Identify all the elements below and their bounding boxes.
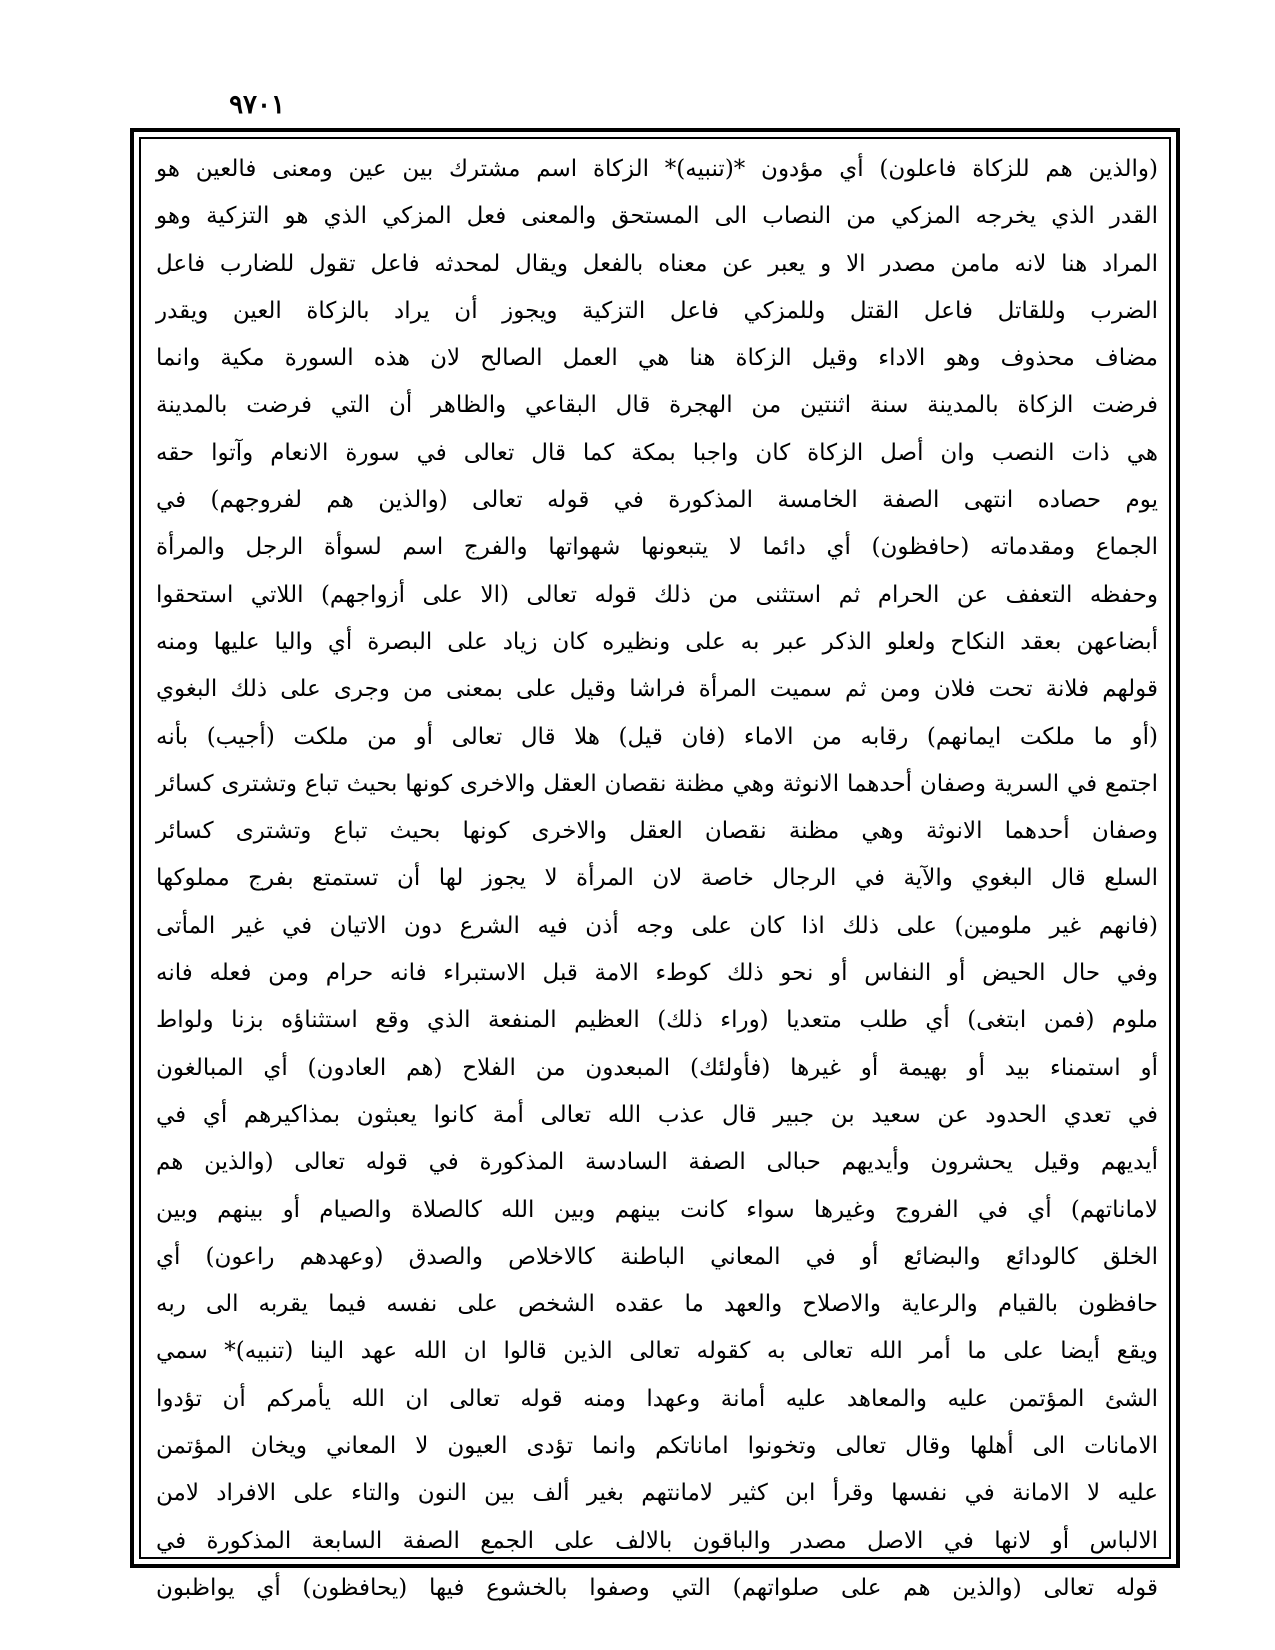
page-number: ٩٧٠١	[229, 90, 285, 120]
text-line: وصفان أحدهما الانوثة وهي مظنة نقصان العقل والاخرى كونها بحيث تباع وتشترى كسائر	[156, 818, 1158, 845]
text-line: حافظون بالقيام والرعاية والاصلاح والعهد ما عقده الشخص على نفسه فيما يقربه الى ربه	[156, 1291, 1158, 1318]
text-line: الشئ المؤتمن عليه والمعاهد عليه أمانة وعهدا ومنه قوله تعالى ان الله يأمركم أن تؤدوا	[156, 1385, 1158, 1412]
text-line: هي ذات النصب وان أصل الزكاة كان واجبا بمكة كما قال تعالى في سورة الانعام وآتوا حقه	[156, 439, 1158, 466]
text-line: (فانهم غير ملومين) على ذلك اذا كان على وجه أذن فيه الشرع دون الاتيان في غير المأتى	[156, 912, 1158, 939]
text-line: الالباس أو لانها في الاصل مصدر والباقون بالالف على الجمع الصفة السابعة المذكورة في	[156, 1527, 1158, 1554]
text-line: قولهم فلانة تحت فلان ومن ثم سميت المرأة فراشا وقيل على بمعنى من وجرى على ذلك البغوي	[156, 676, 1158, 703]
text-line: أو استمناء بيد أو بهيمة أو غيرها (فأولئك) المبعدون من الفلاح (هم العادون) أي المبالغون	[156, 1054, 1158, 1081]
main-text-block	[156, 146, 1158, 1601]
text-line: أبضاعهن بعقد النكاح ولعلو الذكر عبر به على ونظيره كان زياد على البصرة أي واليا عليها ومنه	[156, 628, 1158, 655]
text-line: الامانات الى أهلها وقال تعالى وتخونوا اماناتكم وانما تؤدى العيون لا المعاني ويخان المؤتمن	[156, 1433, 1158, 1460]
text-line: في تعدي الحدود عن سعيد بن جبير قال عذب الله تعالى أمة كانوا يعبثون بمذاكيرهم أي في	[156, 1101, 1158, 1128]
text-line: ملوم (فمن ابتغى) أي طلب متعديا (وراء ذلك) العظيم المنفعة الذي وقع استثناؤه بزنا ولواط	[156, 1007, 1158, 1034]
text-line: القدر الذي يخرجه المزكي من النصاب الى المستحق والمعنى فعل المزكي الذي هو التزكية وهو	[156, 203, 1158, 230]
text-line: قوله تعالى (والذين هم على صلواتهم) التي وصفوا بالخشوع فيها (يحافظون) أي يواظبون	[156, 1574, 1158, 1601]
text-line: الخلق كالودائع والبضائع أو في المعاني الباطنة كالاخلاص والصدق (وعهدهم راعون) أي	[156, 1243, 1158, 1270]
text-line: أيديهم وقيل يحشرون وأيديهم حبالى الصفة السادسة المذكورة في قوله تعالى (والذين هم	[156, 1149, 1158, 1176]
text-line: وحفظه التعفف عن الحرام ثم استثنى من ذلك قوله تعالى (الا على أزواجهم) اللاتي استحقوا	[156, 581, 1158, 608]
text-line: يوم حصاده انتهى الصفة الخامسة المذكورة في قوله تعالى (والذين هم لفروجهم) في	[156, 487, 1158, 514]
text-line: الجماع ومقدماته (حافظون) أي دائما لا يتبعونها شهواتها والفرج اسم لسوأة الرجل والمرأة	[156, 534, 1158, 561]
text-line: السلع قال البغوي والآية في الرجال خاصة لان المرأة لا يجوز لها أن تستمتع بفرج مملوكها	[156, 865, 1158, 892]
text-line: مضاف محذوف وهو الاداء وقيل الزكاة هنا هي العمل الصالح لان هذه السورة مكية وانما	[156, 345, 1158, 372]
text-line: لاماناتهم) أي في الفروج وغيرها سواء كانت بينهم وبين الله كالصلاة والصيام أو بينهم وبين	[156, 1196, 1158, 1223]
text-line: وفي حال الحيض أو النفاس أو نحو ذلك كوطء الامة قبل الاستبراء فانه حرام ومن فعله فانه	[156, 960, 1158, 987]
text-line: المراد هنا لانه مامن مصدر الا و يعبر عن معناه بالفعل ويقال لمحدثه فاعل تقول للضارب فاعل	[156, 250, 1158, 277]
text-line: عليه لا الامانة في نفسها وقرأ ابن كثير لامانتهم بغير ألف بين النون والتاء على الافراد لامن	[156, 1480, 1158, 1507]
text-line: فرضت الزكاة بالمدينة سنة اثنتين من الهجرة قال البقاعي والظاهر أن التي فرضت بالمدينة	[156, 392, 1158, 419]
text-line: (أو ما ملكت ايمانهم) رقابه من الاماء (فان قيل) هلا قال تعالى أو من ملكت (أجيب) بأنه	[156, 723, 1158, 750]
text-line: ويقع أيضا على ما أمر الله تعالى به كقوله تعالى الذين قالوا ان الله عهد الينا (تنبيه)* سمي	[156, 1338, 1158, 1365]
text-line: اجتمع في السرية وصفان أحدهما الانوثة وهي مظنة نقصان العقل والاخرى كونها بحيث تباع وتشترى كسائر	[156, 770, 1158, 797]
text-line: الضرب وللقاتل فاعل القتل وللمزكي فاعل التزكية ويجوز أن يراد بالزكاة العين ويقدر	[156, 297, 1158, 324]
text-line: (والذين هم للزكاة فاعلون) أي مؤدون *(تنبيه)* الزكاة اسم مشترك بين عين ومعنى فالعين هو	[156, 156, 1158, 182]
